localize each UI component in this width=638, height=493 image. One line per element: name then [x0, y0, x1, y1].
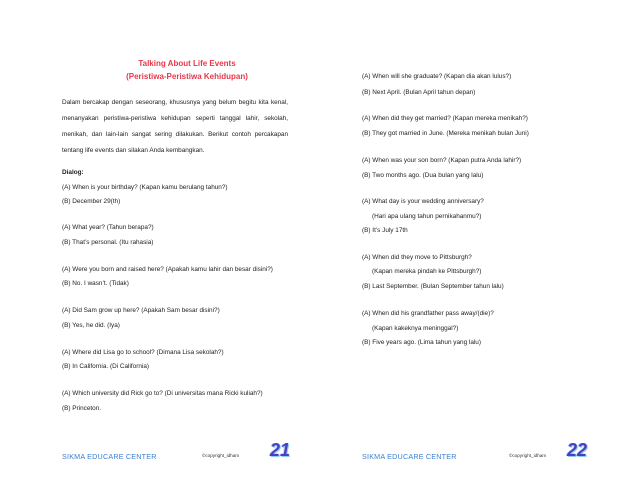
- footer-organization: SIKMA EDUCARE CENTER: [362, 452, 457, 461]
- dialog-line: (B) In California. (Di California): [62, 363, 150, 370]
- page-number: 21: [270, 440, 291, 460]
- footer-copyright: ©copyright_idham: [202, 453, 240, 458]
- dialog-line: (A) When is your birthday? (Kapan kamu berulang tahun?): [62, 184, 228, 191]
- page-number: 22: [567, 440, 588, 460]
- dialog-line: (B) Five years ago. (Lima tahun yang lalu): [362, 339, 481, 346]
- dialog-line: (B) It’s July 17th: [362, 227, 408, 234]
- page-title: Talking About Life Events: [138, 59, 236, 68]
- dialog-line: (A) When will she graduate? (Kapan dia akan lulus?): [362, 73, 512, 80]
- dialog-line: (Kapan kakeknya meninggal?): [372, 325, 459, 332]
- dialog-line: (A) When was your son born? (Kapan putra Anda lahir?): [362, 157, 522, 164]
- dialog-line: (Kapan mereka pindah ke Pittsburgh?): [372, 268, 482, 275]
- right-page: [319, 0, 638, 493]
- dialog-line: (A) Where did Lisa go to school? (Dimana Lisa sekolah?): [62, 349, 224, 356]
- page-subtitle: (Peristiwa-Peristiwa Kehidupan): [126, 72, 248, 81]
- dialog-heading: Dialog:: [62, 169, 84, 176]
- dialog-line: (B) They got married in June. (Mereka menikah bulan Juni): [362, 130, 529, 137]
- dialog-line: (A) When did his grandfather pass away/(die)?: [362, 310, 494, 317]
- dialog-line: (B) December 29(th): [62, 198, 121, 205]
- dialog-line: (A) Did Sam grow up here? (Apakah Sam besar disini?): [62, 307, 220, 314]
- intro-paragraph: Dalam bercakap dengan seseorang, khususnya yang belum begitu kita kenal, menanyakan peristiwa-peristiwa kehidupan seperti tanggal lahir, sekolah, menikah, dan lain-lain sangat sering dilakukan. Berikut contoh percakapan tentang life events dan silakan Anda kembangkan.: [62, 99, 288, 154]
- dialog-line: (A) When did they get married? (Kapan mereka menikah?): [362, 115, 528, 122]
- dialog-line: (A) Which university did Rick go to? (Di universitas mana Ricki kuliah?): [62, 390, 263, 397]
- dialog-line: (B) Last September. (Bulan September tahun lalu): [362, 283, 504, 290]
- dialog-line: (B) Two months ago. (Dua bulan yang lalu): [362, 172, 484, 179]
- dialog-line: (A) What day is your wedding anniversary?: [362, 198, 484, 205]
- dialog-line: (A) Were you born and raised here? (Apakah kamu lahir dan besar disini?): [62, 266, 273, 273]
- dialog-line: (B) Next April. (Bulan April tahun depan): [362, 89, 476, 96]
- dialog-line: (B) No. I wasn’t. (Tidak): [62, 280, 129, 287]
- dialog-line: (Hari apa ulang tahun pernikahanmu?): [372, 213, 482, 220]
- dialog-line: (B) Princeton.: [62, 405, 102, 412]
- footer-copyright: ©copyright_idham: [509, 453, 547, 458]
- dialog-line: (B) That’s personal. (Itu rahasia): [62, 239, 154, 246]
- dialog-line: (A) When did they move to Pittsburgh?: [362, 254, 472, 261]
- dialog-line: (A) What year? (Tahun berapa?): [62, 224, 154, 231]
- dialog-line: (B) Yes, he did. (Iya): [62, 322, 120, 329]
- footer-organization: SIKMA EDUCARE CENTER: [62, 452, 157, 461]
